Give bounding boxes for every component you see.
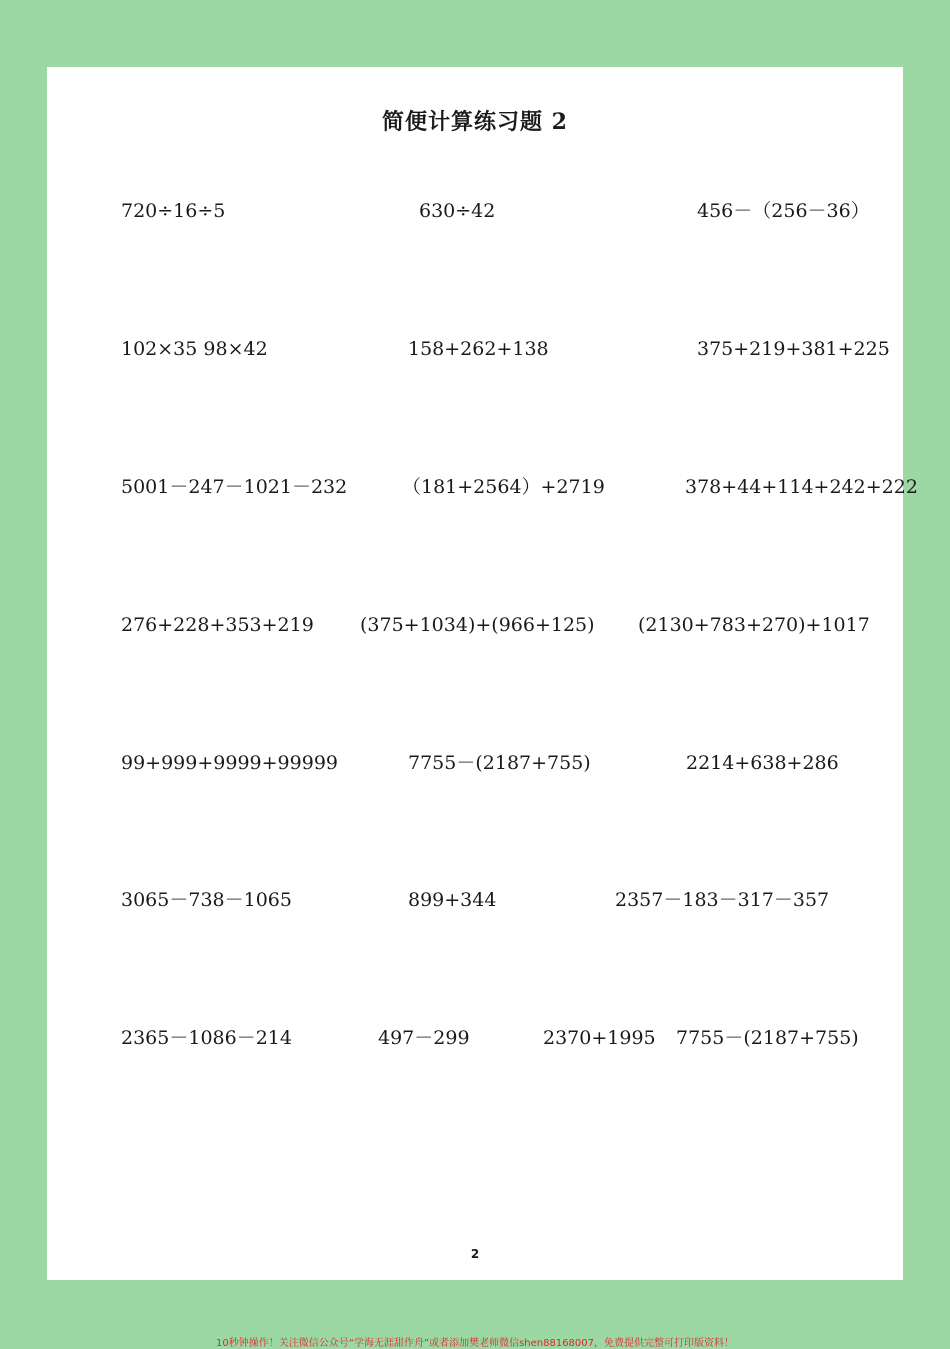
problem-7: 5001－247－1021－232 [121,476,348,498]
worksheet-page [47,67,918,1280]
page-title: 简便计算练习题 2 [382,109,568,135]
problem-18: 2357－183－317－357 [615,889,830,911]
problem-9: 378+44+114+242+222 [685,476,918,498]
page-number: 2 [470,1247,480,1261]
problem-2: 630÷42 [419,200,496,222]
problem-21: 2370+1995 [543,1027,656,1049]
problem-8: （181+2564）+2719 [402,476,605,498]
problem-11: (375+1034)+(966+125) [360,614,595,636]
footer-note: 10秒钟操作！关注微信公众号“学海无涯甜作舟”或者添加樊老师微信shen88168007，免费提供完整可打印版资料！ [215,1338,735,1349]
problem-3: 456－（256－36） [697,200,870,222]
problem-10: 276+228+353+219 [121,614,314,636]
problem-5: 158+262+138 [408,338,549,360]
problem-17: 899+344 [408,889,497,911]
problem-15: 2214+638+286 [686,752,839,774]
problem-6: 375+219+381+225 [697,338,890,360]
problem-13: 99+999+9999+99999 [121,752,338,774]
problem-4: 102×35 98×42 [121,338,268,360]
problem-19: 2365－1086－214 [121,1027,292,1049]
problem-20: 497－299 [378,1027,470,1049]
problem-22: 7755－(2187+755) [676,1027,859,1049]
problem-16: 3065－738－1065 [121,889,292,911]
problem-1: 720÷16÷5 [121,200,226,222]
problem-14: 7755－(2187+755) [408,752,591,774]
problem-12: (2130+783+270)+1017 [638,614,870,636]
